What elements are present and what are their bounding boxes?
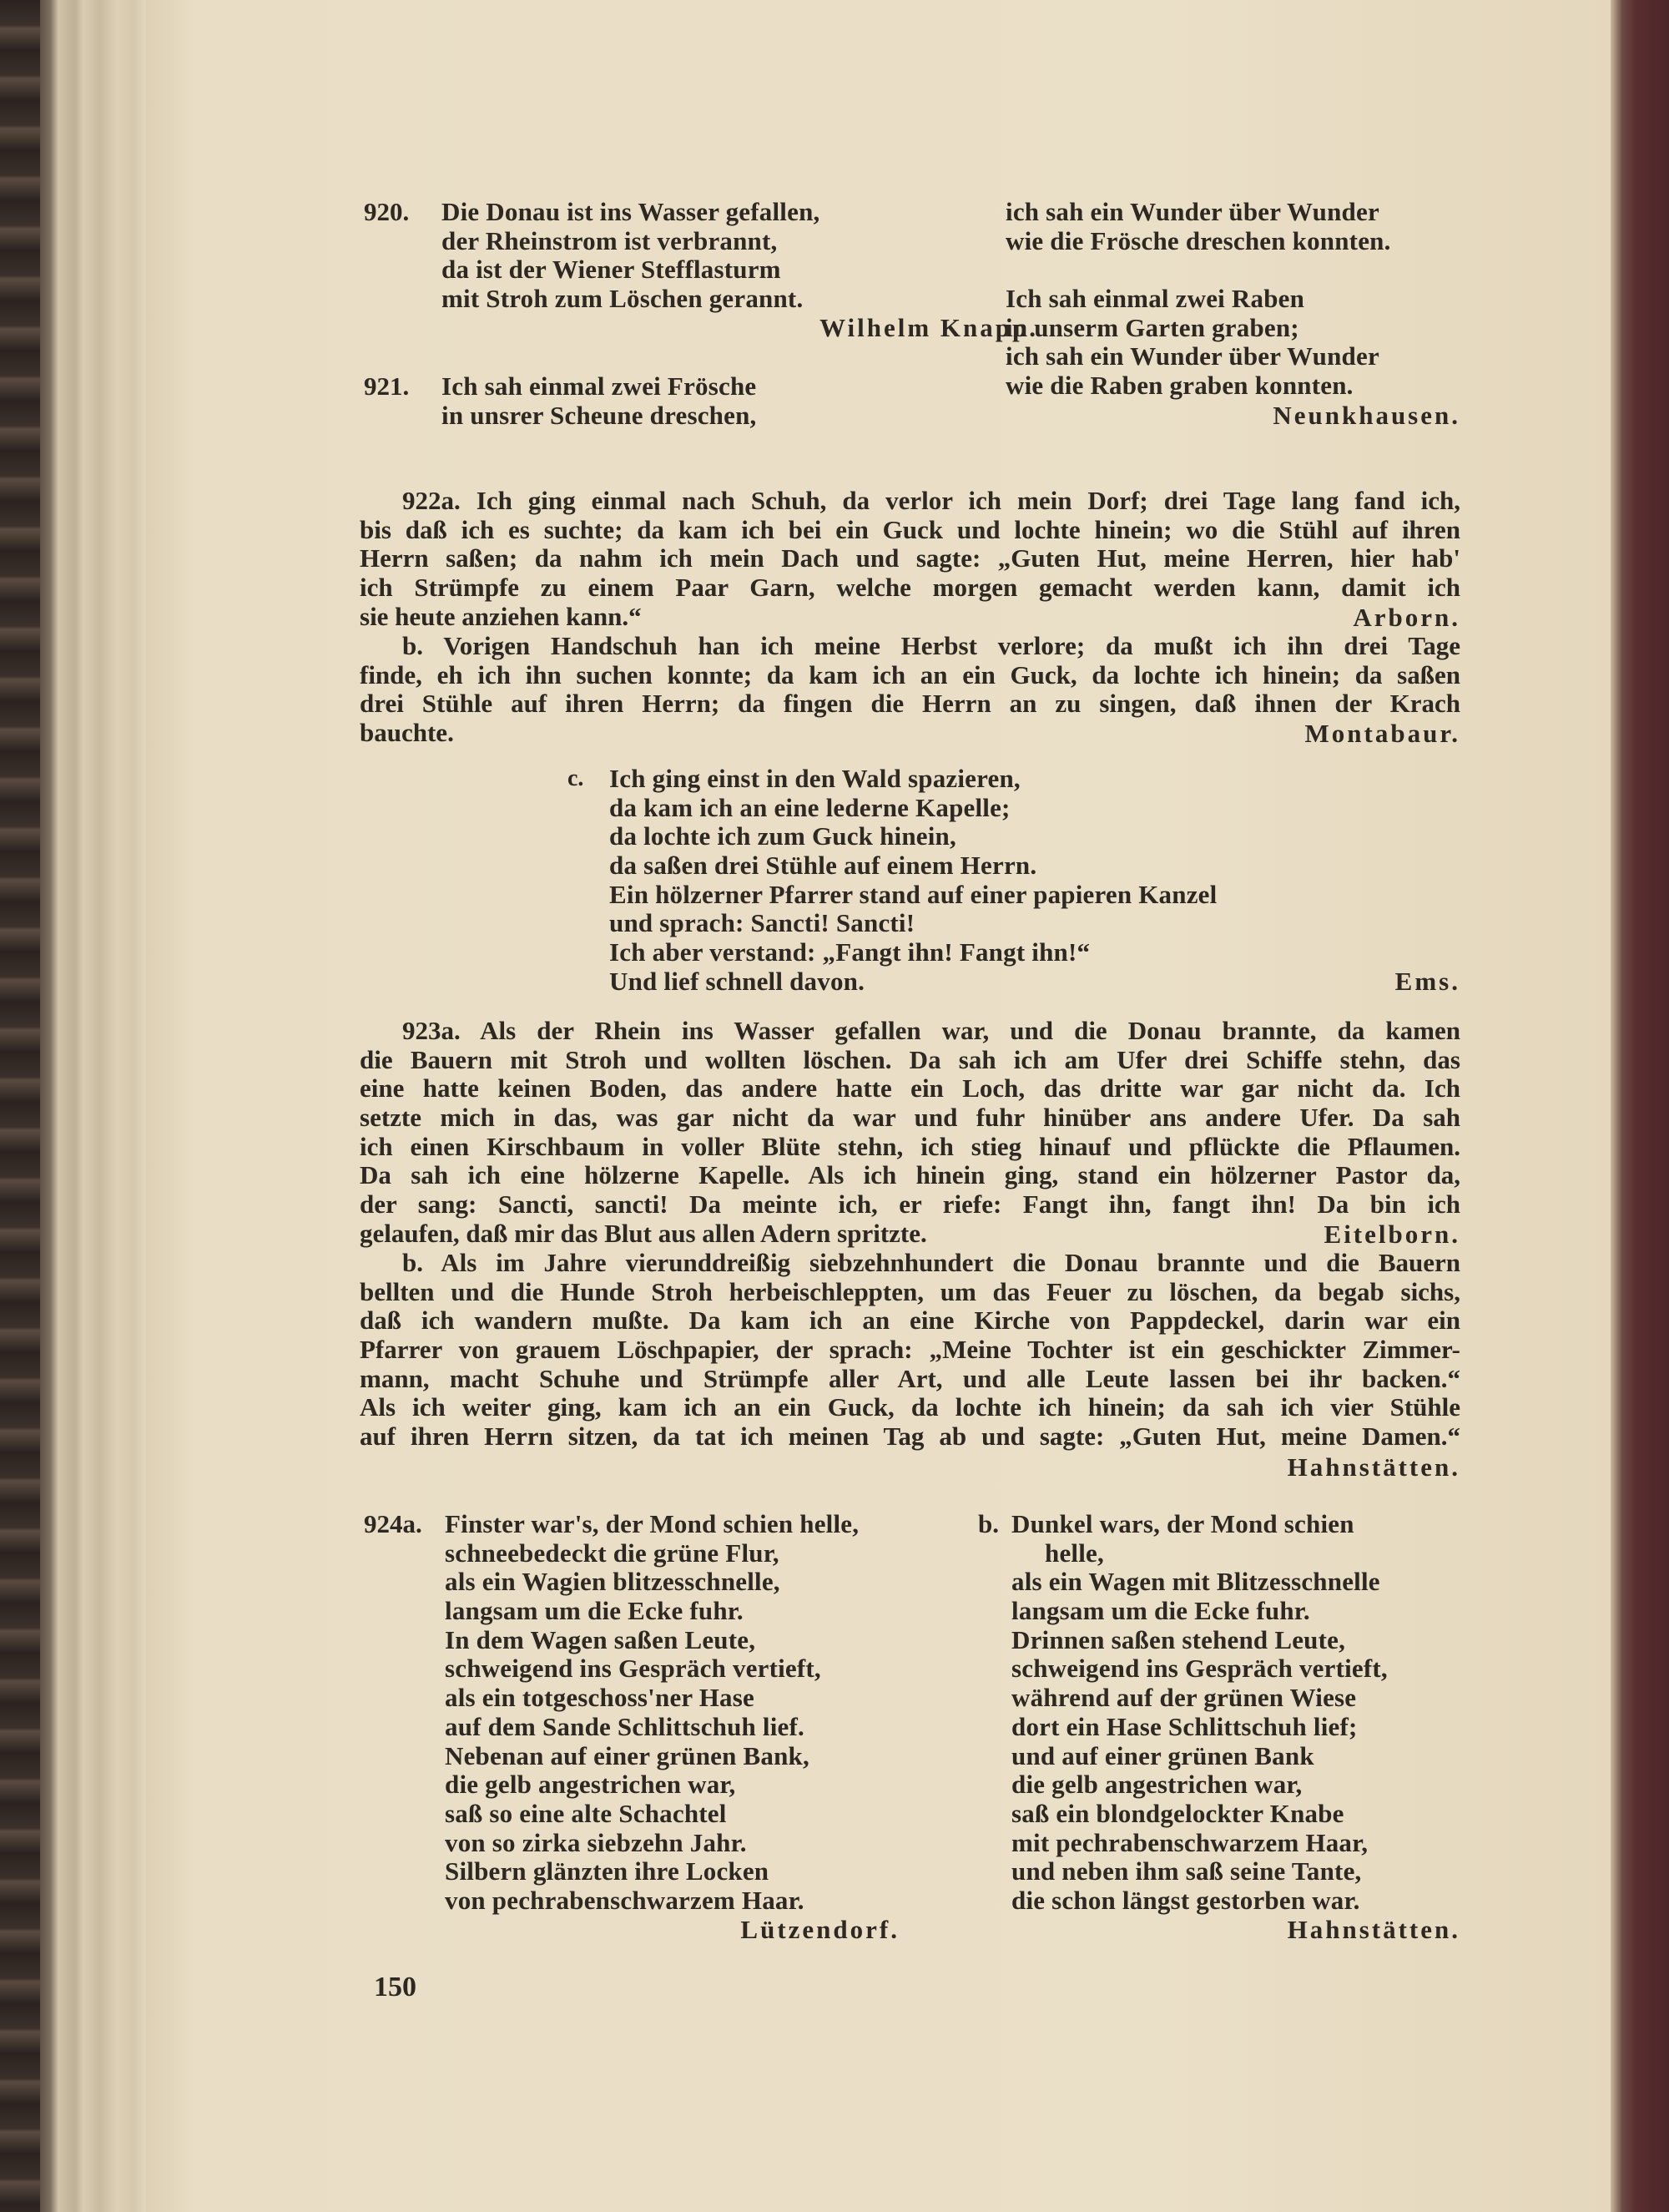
page-number: 150 — [374, 1972, 416, 2002]
source-924b: Hahnstätten. — [1287, 1915, 1460, 1944]
verse-line: als ein Wagien blitzesschnelle, — [445, 1567, 780, 1597]
text-line-content: setzte mich in das, was gar nicht da war und fuhr hinüber ans andere Ufer. Da sah — [360, 1103, 1460, 1133]
text-line — [360, 1133, 1460, 1162]
text-line — [360, 632, 1460, 661]
verse-line: Und lief schnell davon. — [609, 966, 865, 996]
verse-line: Ich sah einmal zwei Frösche — [441, 371, 757, 401]
verse-924b — [1011, 1509, 1388, 1915]
text-line-content: Vorigen Handschuh han ich meine Herbst verlore; da mußt ich ihn drei Tage — [443, 631, 1460, 660]
source-924a: Lützendorf. — [740, 1915, 900, 1944]
text-line — [360, 603, 642, 632]
text-line-content: mann, macht Schuhe und Strümpfe aller Art, und alle Leute lassen bei ihr backen.“ — [360, 1363, 1460, 1393]
verse-line: von so zirka siebzehn Jahr. — [445, 1827, 747, 1857]
verse-line: in unsrer Scheune dreschen, — [441, 400, 757, 430]
verse-line: wie die Raben graben konnten. — [1006, 371, 1354, 401]
verse-line: helle, — [1045, 1538, 1104, 1568]
entry-number: 924a. — [364, 1509, 422, 1538]
entry-number: b. — [402, 631, 444, 660]
text-line-content: ich einen Kirschbaum in voller Blüte stehn, ich stieg hinauf und pflückte die Pflaumen. — [360, 1131, 1460, 1161]
verse-line: mit Stroh zum Löschen gerannt. — [441, 284, 804, 314]
verse-line: langsam um die Ecke fuhr. — [1011, 1596, 1310, 1626]
verse-line: Ich sah einmal zwei Raben — [1006, 284, 1305, 314]
text-line — [360, 1046, 1460, 1075]
verse-line: in unserm Garten graben; — [1006, 312, 1299, 342]
verse-line: dort ein Hase Schlittschuh lief; — [1011, 1711, 1358, 1741]
source-922a: Arborn. — [1353, 603, 1460, 632]
text-line — [360, 1074, 1460, 1103]
text-line — [360, 1190, 1460, 1220]
verse-921-left — [441, 371, 756, 429]
text-line-content: eine hatte keinen Boden, das andere hatte ein Loch, das dritte war gar nicht da. Ich — [360, 1073, 1460, 1103]
verse-920 — [441, 197, 819, 313]
verse-line: Die Donau ist ins Wasser gefallen, — [441, 197, 820, 226]
verse-line: Drinnen saßen stehend Leute, — [1011, 1624, 1346, 1654]
verse-line: die gelb angestrichen war, — [445, 1770, 736, 1800]
paragraph-923b — [360, 1249, 1460, 1452]
text-line — [360, 1161, 1460, 1190]
entry-number: 921. — [364, 371, 410, 401]
verse-line: In dem Wagen saßen Leute, — [445, 1624, 756, 1654]
verse-line: von pechrabenschwarzem Haar. — [445, 1885, 804, 1915]
verse-line: saß ein blondgelockter Knabe — [1011, 1798, 1344, 1828]
text-line-content: Ich ging einmal nach Schuh, da verlor ich mein Dorf; drei Tage lang fand ich, — [476, 486, 1461, 515]
book-cover-right — [1611, 0, 1669, 2212]
source-920: Wilhelm Knapp. — [819, 313, 1038, 342]
text-line — [360, 1393, 1460, 1422]
verse-line: und sprach: Sancti! Sancti! — [609, 908, 915, 938]
verse-line: da ist der Wiener Stefflasturm — [441, 255, 781, 285]
verse-line: Ein hölzerner Pfarrer stand auf einer papieren Kanzel — [609, 879, 1218, 909]
text-line — [360, 1278, 1460, 1307]
text-line-content: bauchte. — [360, 718, 454, 748]
source-921: Neunkhausen. — [1273, 401, 1460, 430]
verse-line: ich sah ein Wunder über Wunder — [1006, 197, 1379, 226]
verse-line: Nebenan auf einer grünen Bank, — [445, 1740, 809, 1770]
text-line — [360, 1017, 1460, 1046]
verse-line: da saßen drei Stühle auf einem Herrn. — [609, 851, 1037, 881]
verse-line: schneebedeckt die grüne Flur, — [445, 1538, 779, 1568]
text-line-content: Pfarrer von grauem Löschpapier, der sprach: „Meine Tochter ist ein geschickter Zimmer- — [360, 1335, 1460, 1365]
verse-line: die gelb angestrichen war, — [1011, 1770, 1303, 1800]
verse-line: da lochte ich zum Guck hinein, — [609, 821, 956, 851]
text-line — [360, 516, 1460, 545]
source-923b: Hahnstätten. — [1287, 1452, 1460, 1482]
text-line — [360, 1336, 1460, 1365]
paragraph-922b — [360, 632, 1460, 748]
text-line-content: Herrn saßen; da nahm ich mein Dach und sagte: „Guten Hut, meine Herren, hier hab' — [360, 543, 1460, 573]
text-line-content: daß ich wandern mußte. Da kam ich an eine Kirche von Pappdeckel, darin war ein — [360, 1305, 1460, 1336]
text-line-content: Als der Rhein ins Wasser gefallen war, und die Donau brannte, da kamen — [480, 1016, 1460, 1045]
verse-line: saß so eine alte Schachtel — [445, 1798, 727, 1828]
text-line — [360, 487, 1460, 516]
verse-line: ich sah ein Wunder über Wunder — [1006, 341, 1379, 371]
verse-921-right — [1006, 197, 1391, 400]
verse-line: wie die Frösche dreschen konnten. — [1006, 225, 1391, 255]
verse-line: auf dem Sande Schlittschuh lief. — [445, 1711, 804, 1741]
text-line — [360, 689, 1460, 719]
verse-line: schweigend ins Gespräch vertieft, — [1011, 1654, 1388, 1684]
source-922b: Montabaur. — [1304, 719, 1460, 748]
text-line — [360, 661, 1460, 690]
text-line — [360, 1249, 1460, 1278]
verse-line — [1006, 255, 1012, 284]
verse-line: während auf der grünen Wiese — [1011, 1683, 1357, 1713]
verse-line: Ich ging einst in den Wald spazieren, — [609, 764, 1021, 793]
verse-line: da kam ich an eine lederne Kapelle; — [609, 792, 1011, 822]
text-line — [360, 544, 1460, 573]
entry-number: 920. — [364, 197, 410, 226]
text-line-content: drei Stühle auf ihren Herrn; da fingen die Herrn an zu singen, daß ihnen der Krach — [360, 689, 1460, 719]
book-cover-left — [0, 0, 40, 2212]
verse-line: Finster war's, der Mond schien helle, — [445, 1509, 860, 1538]
text-line — [360, 1422, 1460, 1452]
verse-924a — [445, 1509, 859, 1915]
verse-line: Dunkel wars, der Mond schien — [1011, 1509, 1354, 1538]
entry-number: b. — [402, 1248, 441, 1277]
text-line-content: finde, eh ich ihn suchen konnte; da kam ich an ein Guck, da lochte ich hinein; da saßen — [360, 659, 1460, 689]
entry-number: c. — [567, 765, 584, 791]
text-line — [360, 1220, 927, 1249]
text-line-content: der sang: Sancti, sancti! Da meinte ich, er riefe: Fangt ihn, fangt ihn! Da bin ich — [360, 1189, 1460, 1220]
verse-line: langsam um die Ecke fuhr. — [445, 1596, 744, 1626]
verse-line: Silbern glänzten ihre Locken — [445, 1856, 769, 1886]
paragraph-922a — [360, 487, 1460, 631]
verse-line: mit pechrabenschwarzem Haar, — [1011, 1827, 1369, 1857]
entry-number: 922a. — [402, 486, 476, 515]
verse-line: der Rheinstrom ist verbrannt, — [441, 225, 778, 255]
text-line-content: bis daß ich es suchte; da kam ich bei ein Guck und lochte hinein; wo die Stühl auf ihren — [360, 514, 1460, 544]
text-line-content: Als ich weiter ging, kam ich an ein Guck, da lochte ich hinein; da sah ich vier Stühle — [360, 1392, 1460, 1422]
paragraph-923a — [360, 1017, 1460, 1249]
text-line — [360, 573, 1460, 603]
source-922c: Ems. — [1394, 967, 1460, 996]
verse-line: und auf einer grünen Bank — [1011, 1740, 1314, 1770]
text-line — [360, 719, 454, 748]
text-line-content: Als im Jahre vierunddreißig siebzehnhundert die Donau brannte und die Bauern — [441, 1248, 1460, 1277]
text-line — [360, 1365, 1460, 1394]
verse-line: und neben ihm saß seine Tante, — [1011, 1856, 1362, 1886]
text-line-content: auf ihren Herrn sitzen, da tat ich meinen Tag ab und sagte: „Guten Hut, meine Damen.“ — [360, 1422, 1460, 1452]
text-line — [360, 1103, 1460, 1133]
verse-line: die schon längst gestorben war. — [1011, 1885, 1360, 1915]
text-line-content: sie heute anziehen kann.“ — [360, 601, 642, 631]
text-line-content: Da sah ich eine hölzerne Kapelle. Als ich hinein ging, stand ein hölzerner Pastor da, — [360, 1160, 1460, 1190]
verse-922c — [609, 764, 1217, 996]
entry-number: b. — [978, 1509, 999, 1538]
text-line-content: die Bauern mit Stroh und wollten löschen. Da sah ich am Ufer drei Schiffe stehn, das — [360, 1044, 1460, 1074]
text-line-content: bellten und die Hunde Stroh herbeischleppten, um das Feuer zu löschen, da begab sichs, — [360, 1276, 1460, 1306]
text-line — [360, 1306, 1460, 1336]
text-line-content: ich Strümpfe zu einem Paar Garn, welche morgen gemacht werden kann, damit ich — [360, 573, 1460, 603]
verse-line: Ich aber verstand: „Fangt ihn! Fangt ihn!“ — [609, 937, 1091, 967]
entry-number: 923a. — [402, 1016, 481, 1045]
text-line-content: gelaufen, daß mir das Blut aus allen Adern spritzte. — [360, 1218, 927, 1248]
verse-line: schweigend ins Gespräch vertieft, — [445, 1654, 821, 1684]
verse-line: als ein totgeschoss'ner Hase — [445, 1683, 754, 1713]
verse-line: als ein Wagen mit Blitzesschnelle — [1011, 1567, 1380, 1597]
source-923a: Eitelborn. — [1324, 1220, 1460, 1249]
